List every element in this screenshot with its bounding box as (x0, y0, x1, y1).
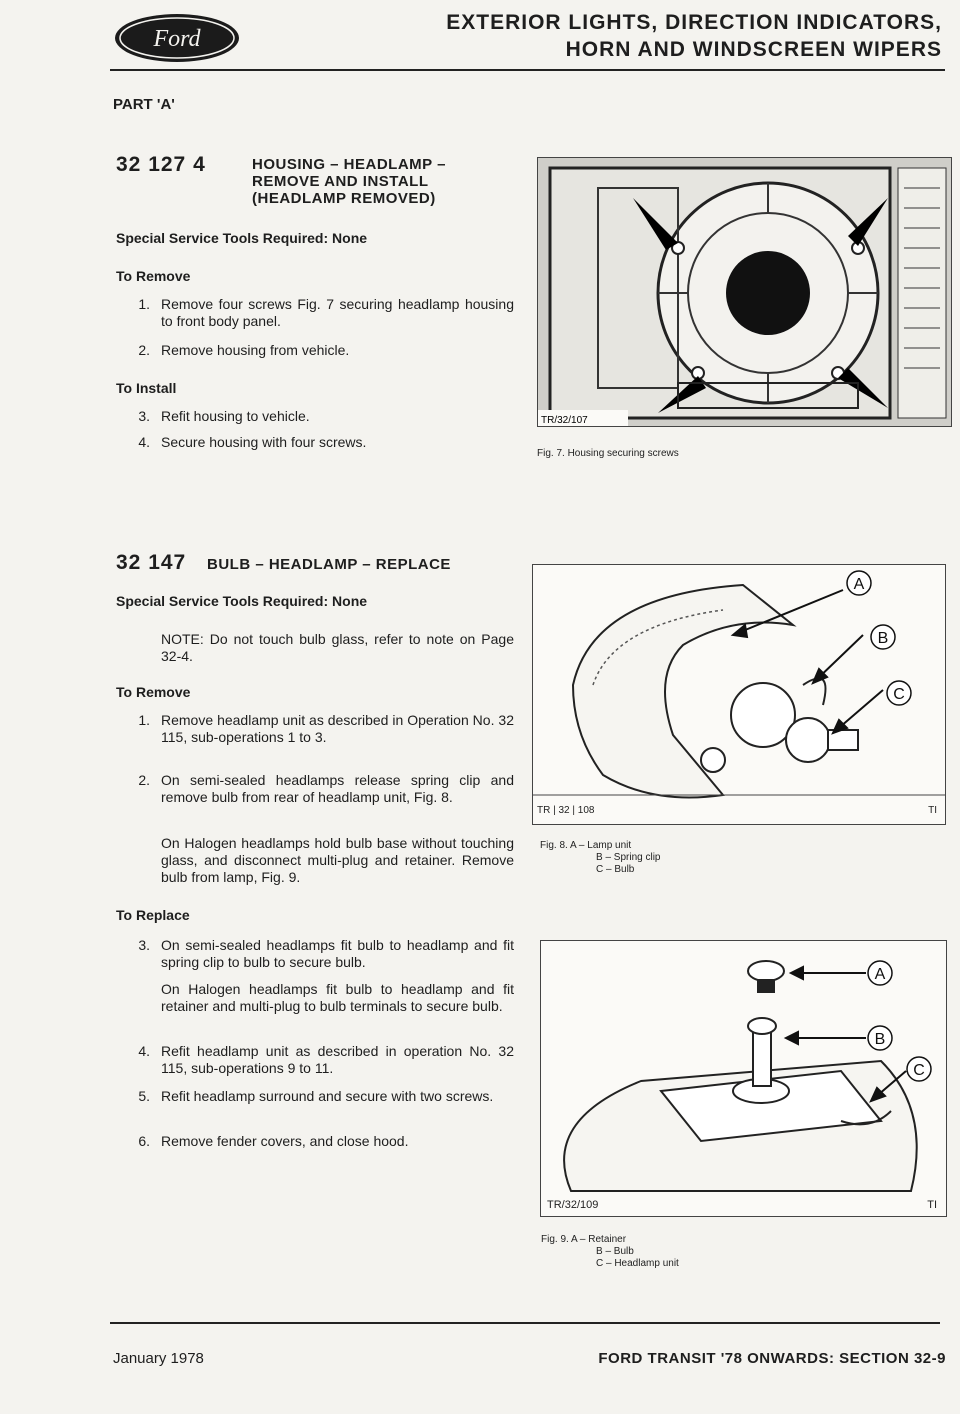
header-title-line1: EXTERIOR LIGHTS, DIRECTION INDICATORS, (446, 11, 942, 34)
fig9-caption-line3: C – Headlamp unit (596, 1258, 679, 1269)
step-text: Remove headlamp unit as described in Operation No. 32 115, sub-operations 1 to 3. (161, 712, 514, 745)
fig8-label-a: A (853, 576, 865, 593)
op2-remove-heading: To Remove (116, 684, 191, 700)
fig9-label-b: B (874, 1031, 886, 1048)
op1-title-line3: (HEADLAMP REMOVED) (252, 190, 436, 207)
fig9-caption-line1: Fig. 9. A – Retainer (541, 1234, 627, 1245)
step-text: Remove housing from vehicle. (161, 342, 350, 358)
step-text: Refit housing to vehicle. (161, 408, 310, 424)
fig9-caption-line2: B – Bulb (596, 1246, 634, 1257)
step-text: Refit headlamp unit as described in operation No. 32 115, sub-operations 9 to 11. (161, 1043, 514, 1076)
step-text: Refit headlamp surround and secure with two screws. (161, 1088, 494, 1104)
fig9-mark: TI (927, 1199, 937, 1211)
header-title-line2: HORN AND WINDSCREEN WIPERS (565, 38, 942, 61)
op2-tools: Special Service Tools Required: None (116, 593, 368, 609)
step-number: 1. (138, 712, 150, 728)
step-text: Remove fender covers, and close hood. (161, 1133, 409, 1149)
step-number: 2. (138, 342, 150, 358)
footer-date: January 1978 (113, 1350, 204, 1367)
op2-step-3b: On Halogen headlamps fit bulb to headlamp and fit retainer and multi-plug to bulb terminals to secure bulb. (161, 981, 514, 1014)
ford-logo (113, 12, 241, 64)
footer-section: FORD TRANSIT '78 ONWARDS: SECTION 32-9 (598, 1350, 946, 1367)
footer-rule (110, 1322, 940, 1324)
op1-install-heading: To Install (116, 380, 177, 396)
op2-step-4 (128, 1043, 514, 1079)
fig8-label-b: B (877, 630, 889, 647)
fig8-label-c: C (893, 686, 905, 703)
step-number: 2. (138, 772, 150, 788)
fig9-image (540, 940, 947, 1217)
op1-tools: Special Service Tools Required: None (116, 230, 368, 246)
step-number: 6. (138, 1133, 150, 1149)
step-number: 4. (138, 434, 150, 450)
fig8-caption-line1: Fig. 8. A – Lamp unit (540, 840, 632, 851)
op2-step-1 (128, 712, 514, 764)
fig8-caption-line2: B – Spring clip (596, 852, 661, 863)
op1-title-line1: HOUSING – HEADLAMP – (252, 156, 446, 173)
step-text: On semi-sealed headlamps fit bulb to headlamp and fit spring clip to bulb to secure bulb. (161, 937, 514, 970)
logo-text: Ford (153, 26, 201, 52)
op2-step-5 (128, 1088, 514, 1124)
step-text: On semi-sealed headlamps release spring clip and remove bulb from rear of headlamp unit, Fig. 8. (161, 772, 514, 805)
op1-number: 32 127 4 (116, 153, 206, 176)
fig9-label-a: A (874, 966, 886, 983)
fig8-image (532, 564, 946, 825)
op2-step-3 (128, 937, 514, 973)
step-text: Secure housing with four screws. (161, 434, 367, 450)
fig8-caption-line3: C – Bulb (596, 864, 635, 875)
op1-remove-heading: To Remove (116, 268, 191, 284)
fig7-image (537, 157, 952, 427)
op1-title-line2: REMOVE AND INSTALL (252, 173, 429, 190)
op2-number: 32 147 (116, 551, 187, 574)
step-number: 1. (138, 296, 150, 312)
header-rule (110, 69, 945, 71)
op2-step-2b: On Halogen headlamps hold bulb base without touching glass, and disconnect multi-plug and retainer. Remove bulb from lamp, Fig. 9. (161, 835, 514, 885)
op1-step-3 (128, 408, 514, 426)
op2-step-6 (128, 1133, 514, 1151)
op2-note: NOTE: Do not touch bulb glass, refer to note on Page 32-4. (161, 631, 514, 664)
fig8-caption (540, 840, 660, 876)
step-number: 5. (138, 1088, 150, 1104)
fig9-caption (541, 1234, 679, 1270)
step-number: 4. (138, 1043, 150, 1059)
op2-step-2 (128, 772, 514, 824)
fig8-ref: TR | 32 | 108 (537, 805, 595, 816)
op2-replace-heading: To Replace (116, 907, 190, 923)
step-number: 3. (138, 937, 150, 953)
fig9-ref: TR/32/109 (547, 1199, 599, 1211)
op1-step-1 (128, 296, 514, 332)
fig8-mark: TI (928, 805, 937, 816)
fig9-label-c: C (913, 1062, 925, 1079)
op1-title (252, 156, 446, 207)
op2-title: BULB – HEADLAMP – REPLACE (207, 556, 451, 573)
part-label: PART 'A' (113, 96, 175, 113)
fig7-caption: Fig. 7. Housing securing screws (537, 448, 679, 459)
op1-step-2 (128, 342, 514, 360)
op1-step-4 (128, 434, 514, 452)
step-number: 3. (138, 408, 150, 424)
fig7-ref: TR/32/107 (541, 415, 588, 426)
step-text: Remove four screws Fig. 7 securing headlamp housing to front body panel. (161, 296, 514, 329)
